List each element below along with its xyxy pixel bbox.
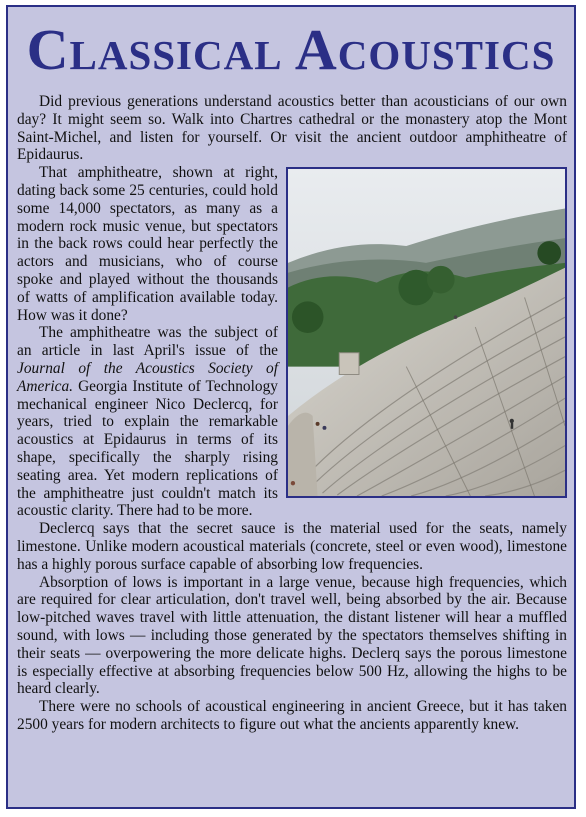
- amphitheatre-illustration: [288, 169, 565, 496]
- paragraph-5: Absorption of lows is important in a large venue, because high frequencies, which are required for clear articulation, don't travel well, being absorbed by the air. Because low-pitched waves travel with little attenuation, the distant listener will hear a muffled sound, with lows — including those generated by the spectators themselves shifting in their seats — overpowering the more delicate highs. Declerq says the porous limestone is especially effective at absorbing frequencies below 500 Hz, allowing the highs to be heard clearly.: [17, 573, 567, 698]
- paragraph-3-rest: Georgia Institute of Technology mechanical engineer Nico Declercq, for years, tried to explain the remarkable acoustics at Epidaurus in terms of its shape, specifically the sharply rising seating area. Yet modern replications of the amphitheatre just couldn't match its acoustic clarity. There had to be more.: [17, 377, 278, 520]
- paragraph-3-intro: The amphitheatre was the subject of an article in last April's issue of the: [17, 324, 278, 360]
- paragraph-4: Declercq says that the secret sauce is the material used for the seats, namely limestone. Unlike modern acoustical materials (concrete, steel or even wood), limestone has a highly porous surface capable of absorbing low frequencies.: [17, 520, 567, 573]
- journal-title: Journal of the Acoustics Society of America.: [17, 359, 278, 395]
- article-title: Classical Acoustics: [26, 17, 556, 82]
- paragraph-6: There were no schools of acoustical engineering in ancient Greece, but it has taken 2500 years for modern architects to figure out what the ancients apparently knew.: [17, 698, 567, 733]
- paragraph-2: That amphitheatre, shown at right, dating back some 25 centuries, could hold some 14,000 spectators, as many as a modern rock music venue, but spectators in the back rows could hear perfectly the actors and musicians, who of course spoke and played without the thousands of watts of amplification available today. How was it done?: [17, 164, 278, 324]
- article-panel: [6, 5, 576, 809]
- paragraph-1: Did previous generations understand acoustics better than acousticians of our own day? It might seem so. Walk into Chartres cathedral or the monastery atop the Mont Saint-Michel, and listen for yourself. Or visit the ancient outdoor amphitheatre of Epidaurus.: [17, 93, 567, 164]
- article-body: [17, 93, 567, 734]
- amphitheatre-photo: [286, 167, 567, 498]
